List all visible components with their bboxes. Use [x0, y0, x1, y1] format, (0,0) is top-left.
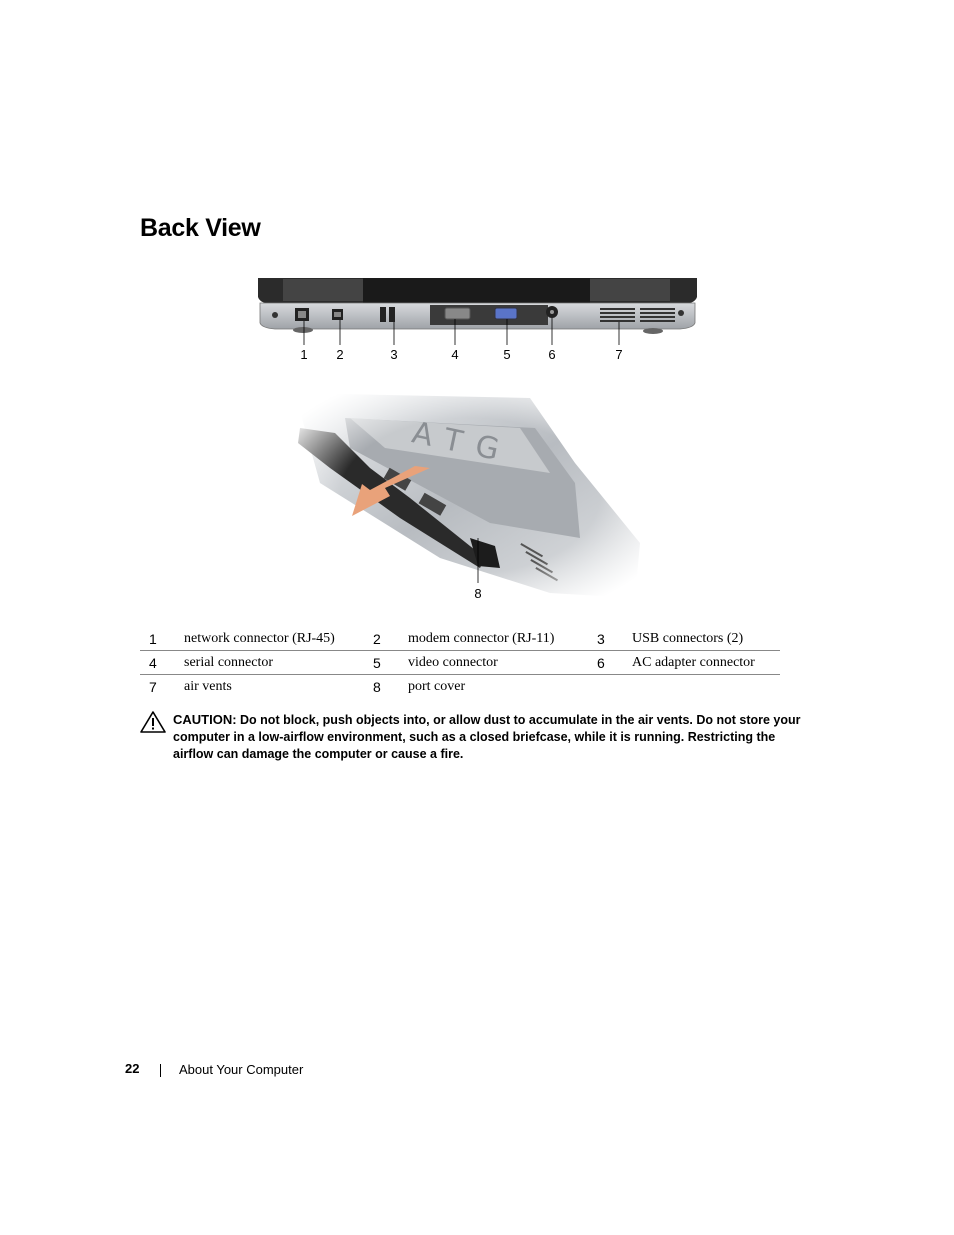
legend-row	[140, 651, 780, 675]
callout-1: 1	[300, 347, 308, 362]
callout-3: 3	[390, 347, 398, 362]
caution-body: Do not block, push objects into, or allow dust to accumulate in the air vents. Do not store your computer in a low-airflow environment, such as a closed briefcase, while it is running. Restricting the airflow can damage the computer or cause a fire.	[173, 713, 801, 761]
callout-2: 2	[336, 347, 344, 362]
legend-num: 5	[373, 654, 381, 671]
callout-7: 7	[615, 347, 623, 362]
legend-label: network connector (RJ-45)	[184, 630, 335, 646]
page-title: Back View	[140, 214, 261, 242]
footer-divider	[160, 1064, 161, 1077]
callout-4: 4	[451, 347, 459, 362]
legend-num: 7	[149, 678, 157, 695]
legend-num	[588, 675, 632, 699]
legend-num: 2	[373, 630, 381, 647]
callout-5: 5	[503, 347, 511, 362]
callout-6: 6	[548, 347, 556, 362]
warning-triangle-icon	[140, 711, 166, 733]
legend-label: modem connector (RJ-11)	[408, 630, 555, 646]
legend-row	[140, 675, 780, 699]
legend-label	[632, 675, 780, 699]
legend-num: 6	[597, 654, 605, 671]
laptop-back-view-image	[255, 275, 700, 365]
legend-label: air vents	[184, 678, 232, 694]
caution-label: CAUTION:	[173, 712, 237, 727]
legend-table	[140, 627, 780, 698]
page-number: 22	[125, 1061, 140, 1076]
legend-row	[140, 627, 780, 651]
legend-num: 1	[149, 630, 157, 647]
legend-label: port cover	[408, 678, 466, 694]
legend-label: video connector	[408, 654, 498, 670]
legend-num: 4	[149, 654, 157, 671]
legend-num: 8	[373, 678, 381, 695]
legend-label: USB connectors (2)	[632, 630, 744, 646]
port-cover-detail-image	[290, 388, 650, 603]
legend-label: AC adapter connector	[632, 654, 755, 670]
footer-section: About Your Computer	[179, 1062, 304, 1077]
callout-8: 8	[474, 586, 482, 601]
legend-num: 3	[597, 630, 605, 647]
legend-label: serial connector	[184, 654, 274, 670]
